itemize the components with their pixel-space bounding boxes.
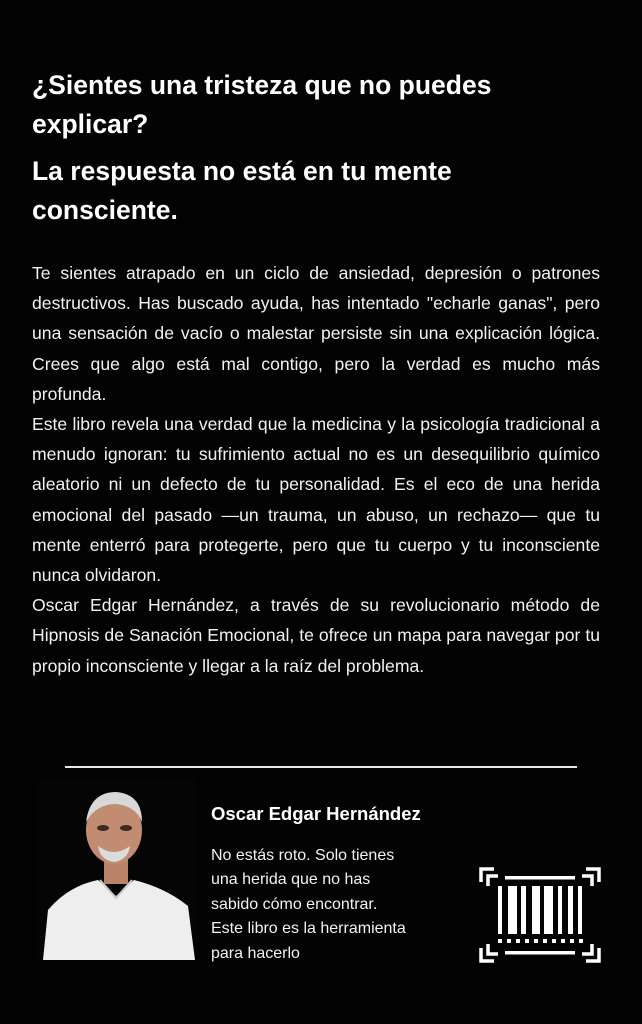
synopsis-paragraph: Oscar Edgar Hernández, a través de su revolucionario método de Hipnosis de Sanación Emocional, te ofrece un mapa para navegar por tu propio inconsciente y llegar a la raíz del problema. — [32, 595, 600, 676]
synopsis — [32, 258, 600, 681]
headline-line: ¿Sientes una tristeza que no puedes — [32, 70, 492, 100]
divider — [65, 766, 577, 768]
headline — [32, 66, 622, 229]
author-quote — [211, 844, 461, 966]
synopsis-paragraph: Este libro revela una verdad que la medicina y la psicología tradicional a menudo ignoran: tu sufrimiento actual no es un desequilibrio químico aleatorio ni un defecto de tu personalidad. Es el eco de una herida emocional del pasado —un trauma, un abuso, un rechazo— que tu mente enterró para protegerte, pero que tu cuerpo y tu inconsciente nunca olvidaron. — [32, 414, 600, 586]
quote-line: Este libro es la herramienta — [211, 920, 406, 938]
headline-line: consciente. — [32, 194, 178, 225]
author-name: Oscar Edgar Hernández — [211, 803, 421, 824]
quote-line: No estás roto. Solo tienes — [211, 847, 395, 864]
synopsis-paragraph: Te sientes atrapado en un ciclo de ansiedad, depresión o patrones destructivos. Has buscado ayuda, has intentado "echarle ganas", pero una sensación de vacío o malestar persiste sin una explicación lógica. Crees que algo está mal contigo, pero la verdad es mucho más profunda. — [32, 263, 600, 404]
quote-line: para hacerlo — [211, 944, 300, 962]
headline-line: La respuesta no está en tu mente — [32, 156, 452, 186]
quote-line: sabido cómo encontrar. — [211, 895, 378, 913]
barcode-icon — [478, 866, 602, 964]
headline-line: explicar? — [32, 108, 149, 139]
author-photo — [38, 778, 195, 960]
quote-line: una herida que no has — [211, 871, 371, 889]
